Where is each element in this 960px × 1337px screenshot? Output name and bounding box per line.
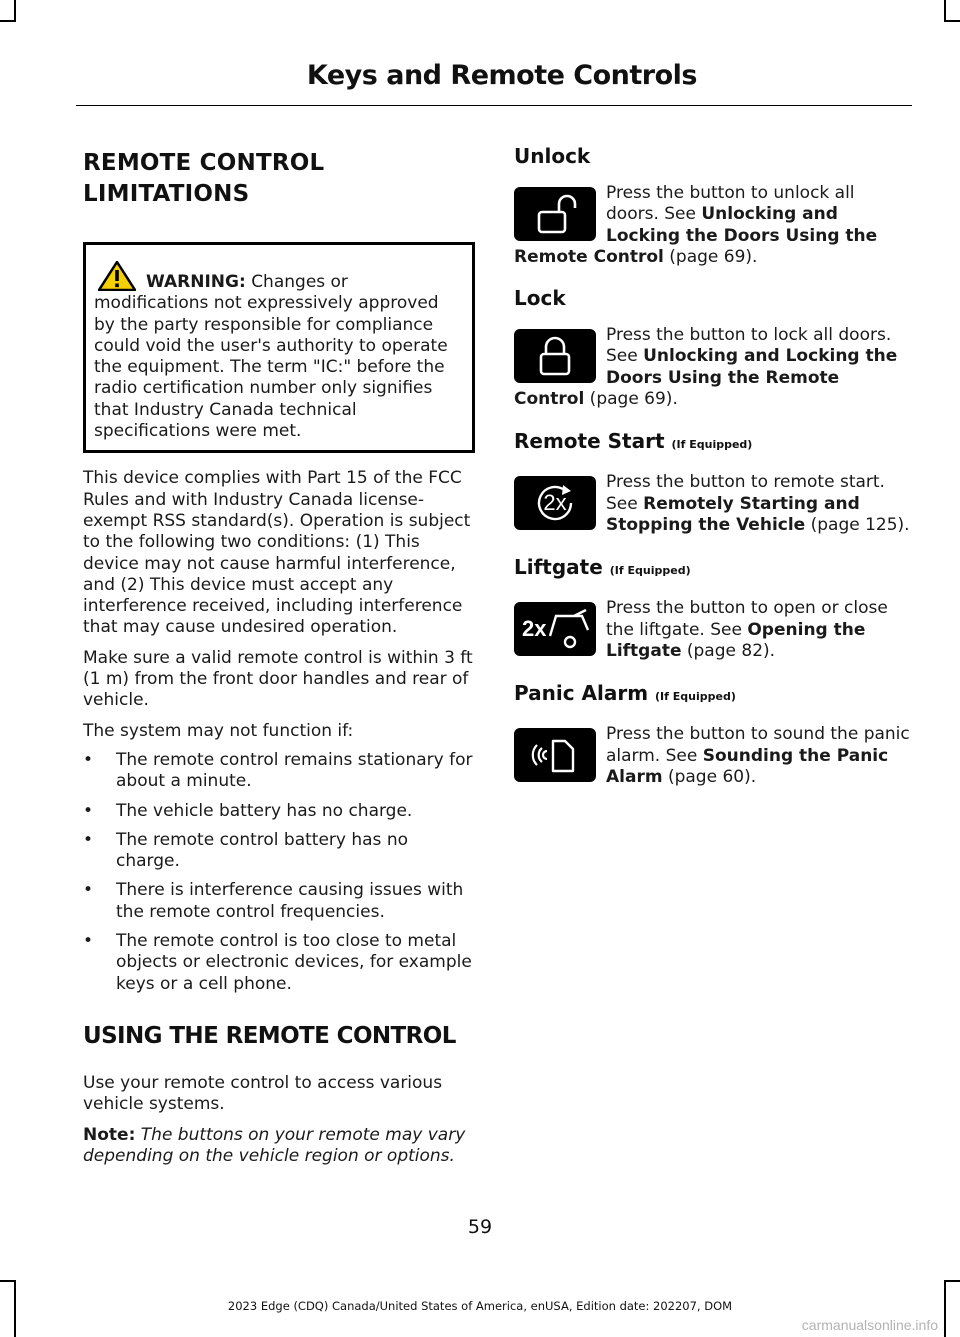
- bullet-glyph: •: [83, 829, 94, 850]
- panic-alarm-heading: Panic Alarm (If Equipped): [514, 681, 736, 706]
- section-title: [83, 148, 475, 210]
- equipped-label: (If Equipped): [655, 690, 736, 704]
- unlock-description: Press the button to unlock all doors. See Unlocking and Locking the Doors Using the Remote Control (page 69).: [514, 183, 878, 267]
- list-item: • There is interference causing issues with the remote control frequencies.: [83, 880, 464, 922]
- lock-description: Press the button to lock all doors. See Unlocking and Locking the Doors Using the Remote Control (page 69).: [514, 325, 898, 410]
- lock-heading: Lock: [514, 286, 566, 311]
- watermark: carmanualsonline.info: [801, 1317, 938, 1333]
- range-paragraph: Make sure a valid remote control is within 3 ft (1 m) from the front door handles and rear of vehicle.: [83, 647, 473, 711]
- crop-mark: [0, 1280, 16, 1282]
- unlock-icon: [514, 187, 596, 241]
- edition-footer: 2023 Edge (CDQ) Canada/United States of America, enUSA, Edition date: 202207, DOM: [227, 1299, 733, 1313]
- liftgate-icon: [514, 602, 596, 656]
- liftgate-icon-label: 2x: [522, 616, 547, 642]
- unlock-block: [514, 183, 912, 268]
- lock-block: [514, 325, 912, 410]
- warning-triangle-icon: [98, 261, 136, 291]
- page-number: 59: [467, 1216, 493, 1238]
- right-column: [514, 143, 912, 788]
- warning-text: Changes or modifications not expressively approved by the party responsible for compliance could void the user's authority to operate the equipment. The term "IC:" before the radio certification number only signifies that Industry Canada technical specifications were met.: [94, 272, 448, 442]
- unlock-heading: Unlock: [514, 144, 591, 168]
- crop-mark: [944, 20, 960, 22]
- note-label: Note:: [83, 1124, 136, 1145]
- list-item: • The remote control battery has no charge.: [83, 829, 408, 872]
- remote-start-block: [514, 472, 912, 536]
- lock-reference-link[interactable]: Unlocking and Locking the Doors Using the Remote Control: [514, 346, 898, 410]
- usage-paragraph: Use your remote control to access various vehicle systems.: [83, 1072, 443, 1115]
- liftgate-block: [514, 598, 912, 662]
- remote-start-reference-link[interactable]: Remotely Starting and Stopping the Vehicle: [606, 493, 860, 535]
- list-item: • The remote control is too close to metal objects or electronic devices, for example keys or a cell phone.: [83, 931, 472, 994]
- panic-alarm-reference-link[interactable]: Sounding the Panic Alarm: [606, 745, 889, 787]
- bullet-glyph: •: [83, 880, 94, 901]
- crop-mark: [14, 0, 16, 22]
- bullet-glyph: •: [83, 800, 94, 821]
- remote-start-description: Press the button to remote start. See Remotely Starting and Stopping the Vehicle (page 125).: [606, 472, 910, 535]
- crop-mark: [944, 1280, 960, 1282]
- list-item: • The vehicle battery has no charge.: [83, 800, 413, 821]
- conditions-list: [83, 750, 475, 995]
- liftgate-reference-link[interactable]: Opening the Liftgate: [606, 619, 866, 661]
- conditions-intro: The system may not function if:: [83, 720, 354, 741]
- page-header-title: Keys and Remote Controls: [306, 60, 697, 91]
- crop-mark: [0, 20, 16, 22]
- bullet-glyph: •: [83, 931, 94, 952]
- panic-alarm-icon: [514, 728, 596, 782]
- note-paragraph: [83, 1125, 475, 1168]
- left-column: [83, 148, 475, 1167]
- panic-alarm-description: Press the button to sound the panic alarm. See Sounding the Panic Alarm (page 60).: [606, 724, 910, 787]
- equipped-label: (If Equipped): [671, 438, 753, 452]
- fcc-paragraph: This device complies with Part 15 of the FCC Rules and with Industry Canada license-exempt RSS standard(s). Operation is subject to the following two conditions: (1) This device may not cause harmful interference, and (2) This device must accept any interference received, including interference that may cause undesired operation.: [83, 468, 471, 638]
- bullet-glyph: •: [83, 749, 94, 770]
- remote-start-icon: [514, 476, 596, 530]
- liftgate-description: Press the button to open or close the liftgate. See Opening the Liftgate (page 82).: [606, 598, 888, 661]
- remote-start-heading: Remote Start (If Equipped): [514, 429, 753, 454]
- crop-mark: [944, 0, 946, 22]
- warning-label: WARNING:: [146, 272, 246, 292]
- section-title-line1: REMOTE CONTROL: [83, 150, 325, 176]
- warning-box: [83, 242, 475, 453]
- equipped-label: (If Equipped): [609, 564, 691, 578]
- section-title-line2: LIMITATIONS: [83, 181, 250, 207]
- panic-alarm-block: [514, 724, 912, 788]
- remote-start-icon-label: 2x: [543, 490, 567, 516]
- section-title: USING THE REMOTE CONTROL: [83, 1022, 456, 1049]
- lock-icon: [514, 329, 596, 383]
- list-item: • The remote control remains stationary for about a minute.: [83, 749, 473, 792]
- note-text: The buttons on your remote may vary depending on the vehicle region or options.: [83, 1124, 466, 1166]
- unlock-reference-link[interactable]: Unlocking and Locking the Doors Using the Remote Control: [514, 204, 878, 267]
- liftgate-heading: Liftgate (If Equipped): [514, 555, 691, 580]
- header-divider: [76, 105, 912, 106]
